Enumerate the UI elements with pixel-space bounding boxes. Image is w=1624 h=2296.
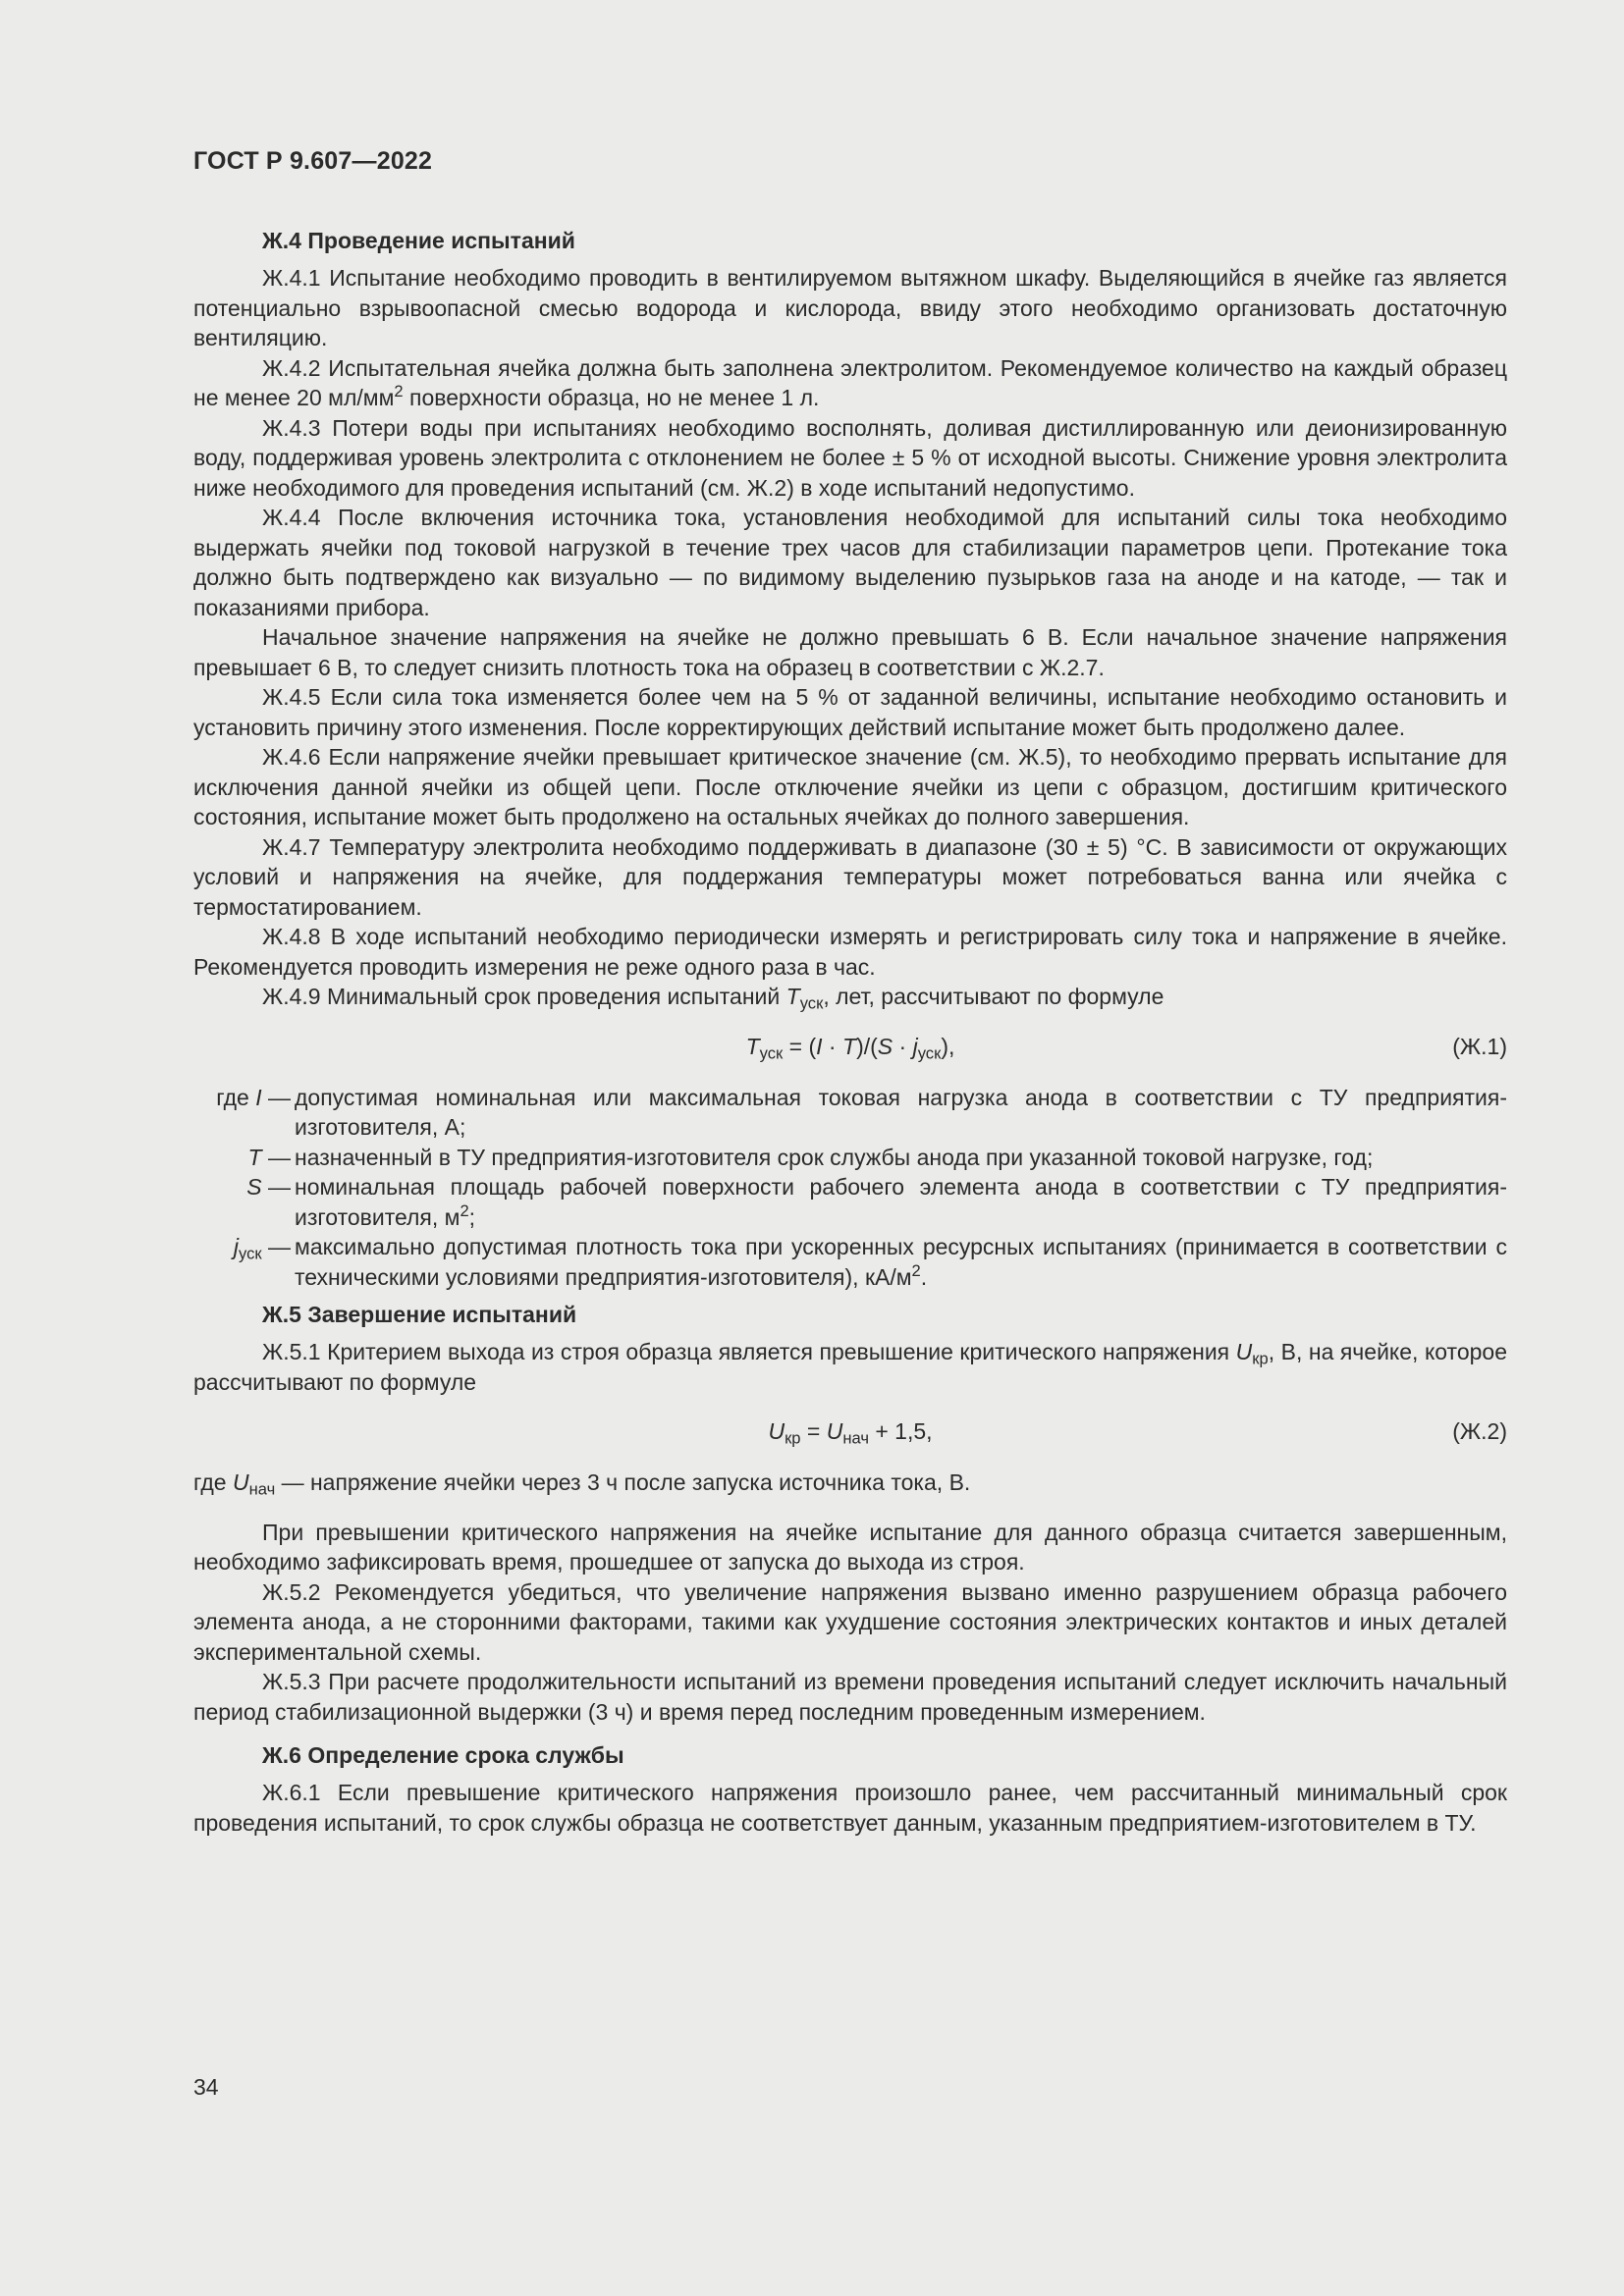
paragraph-j4-1: Ж.4.1 Испытание необходимо проводить в вентилируемом вытяжном шкафу. Выделяющийся в ячейке газ является потенциально взрывоопасной смесью водорода и кислорода, ввиду этого необходимо организовать достаточную вентиляцию. <box>193 265 1507 350</box>
legend-term: S — <box>246 1174 291 1200</box>
legend-definition: допустимая номинальная или максимальная токовая нагрузка анода в соответствии с ТУ предприятия-изготовителя, А; <box>295 1084 1507 1140</box>
legend-definition: максимально допустимая плотность тока при ускоренных ресурсных испытаниях (принимается в соответствии с техническими условиями предприятия-изготовителя), $кА/м^2$. <box>295 1234 1507 1290</box>
paragraph-j4-2: Ж.4.2 Испытательная ячейка должна быть заполнена электролитом. Рекомендуемое количество на каждый образец не менее 20 $мл/мм^2$ поверхности образца, но не менее 1 л. <box>193 354 1507 410</box>
paragraph-j4-7: Ж.4.7 Температуру электролита необходимо поддерживать в диапазоне (30 ± 5) °С. В зависимости от окружающих условий и напряжения на ячейке, для поддержания температуры может потребоваться ванна или ячейка с термостатированием. <box>193 833 1507 920</box>
formula-j1-expression: $T_{уск} = (I \cdot T)/(S \cdot j_{уск})$, <box>745 1033 955 1063</box>
formula-j1-legend <box>193 1083 1507 1293</box>
section-heading-j5: Ж.5 Завершение испытаний <box>262 1302 577 1327</box>
paragraph-j4-9: Ж.4.9 Минимальный срок проведения испытаний $T_{уск}$, лет, рассчитывают по формуле <box>262 984 1164 1013</box>
legend-definition: назначенный в ТУ предприятия-изготовителя срок службы анода при указанной токовой нагрузке, год; <box>295 1144 1374 1170</box>
formula-j2 <box>193 1416 1507 1454</box>
page-number: 34 <box>193 2074 219 2100</box>
paragraph-j5-2: Ж.5.2 Рекомендуется убедиться, что увеличение напряжения вызвано именно разрушением образца рабочего элемента анода, а не сторонними факторами, такими как ухудшение состояния электрических контактов и иных деталей экспериментальной схемы. <box>193 1578 1507 1665</box>
paragraph-j4-4: Ж.4.4 После включения источника тока, установления необходимой для испытаний силы тока необходимо выдержать ячейки под токовой нагрузкой в течение трех часов для стабилизации параметров цепи. Протекание тока должно быть подтверждено как визуально — по видимому выделению пузырьков газа на аноде и на катоде, — так и показаниями прибора. <box>193 505 1507 620</box>
legend-term: $j_{уск}$ — <box>233 1234 291 1263</box>
paragraph-j4-5: Ж.4.5 Если сила тока изменяется более чем на 5 % от заданной величины, испытание необходимо остановить и установить причину этого изменения. После корректирующих действий испытание может быть продолжено далее. <box>193 684 1507 740</box>
formula-j1 <box>193 1032 1507 1069</box>
paragraph-j6-1: Ж.6.1 Если превышение критического напряжения произошло ранее, чем рассчитанный минимальный срок проведения испытаний, то срок службы образца не соответствует данным, указанным предприятием-изготовителем в ТУ. <box>193 1780 1507 1836</box>
paragraph-j5-1-continued: При превышении критического напряжения на ячейке испытание для данного образца считается завершенным, необходимо зафиксировать время, прошедшее от запуска до выхода из строя. <box>193 1519 1507 1575</box>
paragraph-j4-6: Ж.4.6 Если напряжение ячейки превышает критическое значение (см. Ж.5), то необходимо прервать испытание для исключения данной ячейки из общей цепи. После отключение ячейки из цепи с образцом, достигшим критического состояния, испытание может быть продолжено на остальных ячейках до полного завершения. <box>193 744 1507 829</box>
paragraph-j4-8: Ж.4.8 В ходе испытаний необходимо периодически измерять и регистрировать силу тока и напряжение в ячейке. Рекомендуется проводить измерения не реже одного раза в час. <box>193 924 1507 980</box>
legend-term: T — <box>247 1144 291 1170</box>
formula-j2-number: (Ж.2) <box>1452 1418 1507 1444</box>
formula-j1-number: (Ж.1) <box>1452 1033 1507 1059</box>
paragraph-j5-1: Ж.5.1 Критерием выхода из строя образца является превышение критического напряжения $U_{кр}$, В, на ячейке, которое рассчитывают по формуле <box>193 1339 1507 1395</box>
document-body <box>193 226 1507 1838</box>
section-heading-j4: Ж.4 Проведение испытаний <box>262 228 575 253</box>
formula-j2-legend: где $U_{нач}$ — напряжение ячейки через 3 ч после запуска источника тока, В. <box>193 1469 971 1499</box>
formula-j2-expression: $U_{кр} = U_{нач} + 1,5$, <box>768 1418 933 1448</box>
paragraph-j4-4-continued: Начальное значение напряжения на ячейке не должно превышать 6 В. Если начальное значение напряжения превышает 6 В, то следует снизить плотность тока на образец в соответствии с Ж.2.7. <box>193 624 1507 680</box>
standard-designation: ГОСТ Р 9.607—2022 <box>193 147 433 175</box>
legend-term: где I — <box>216 1084 291 1110</box>
legend-definition: номинальная площадь рабочей поверхности рабочего элемента анода в соответствии с ТУ предприятия-изготовителя, $м^2$; <box>295 1174 1507 1230</box>
section-heading-j6: Ж.6 Определение срока службы <box>262 1742 624 1768</box>
paragraph-j5-3: Ж.5.3 При расчете продолжительности испытаний из времени проведения испытаний следует исключить начальный период стабилизационной выдержки (3 ч) и время перед последним проведенным измерением. <box>193 1669 1507 1725</box>
paragraph-j4-3: Ж.4.3 Потери воды при испытаниях необходимо восполнять, доливая дистиллированную или деионизированную воду, поддерживая уровень электролита с отклонением не более ± 5 % от исходной высоты. Снижение уровня электролита ниже необходимого для проведения испытаний (см. Ж.2) в ходе испытаний недопустимо. <box>193 414 1507 501</box>
